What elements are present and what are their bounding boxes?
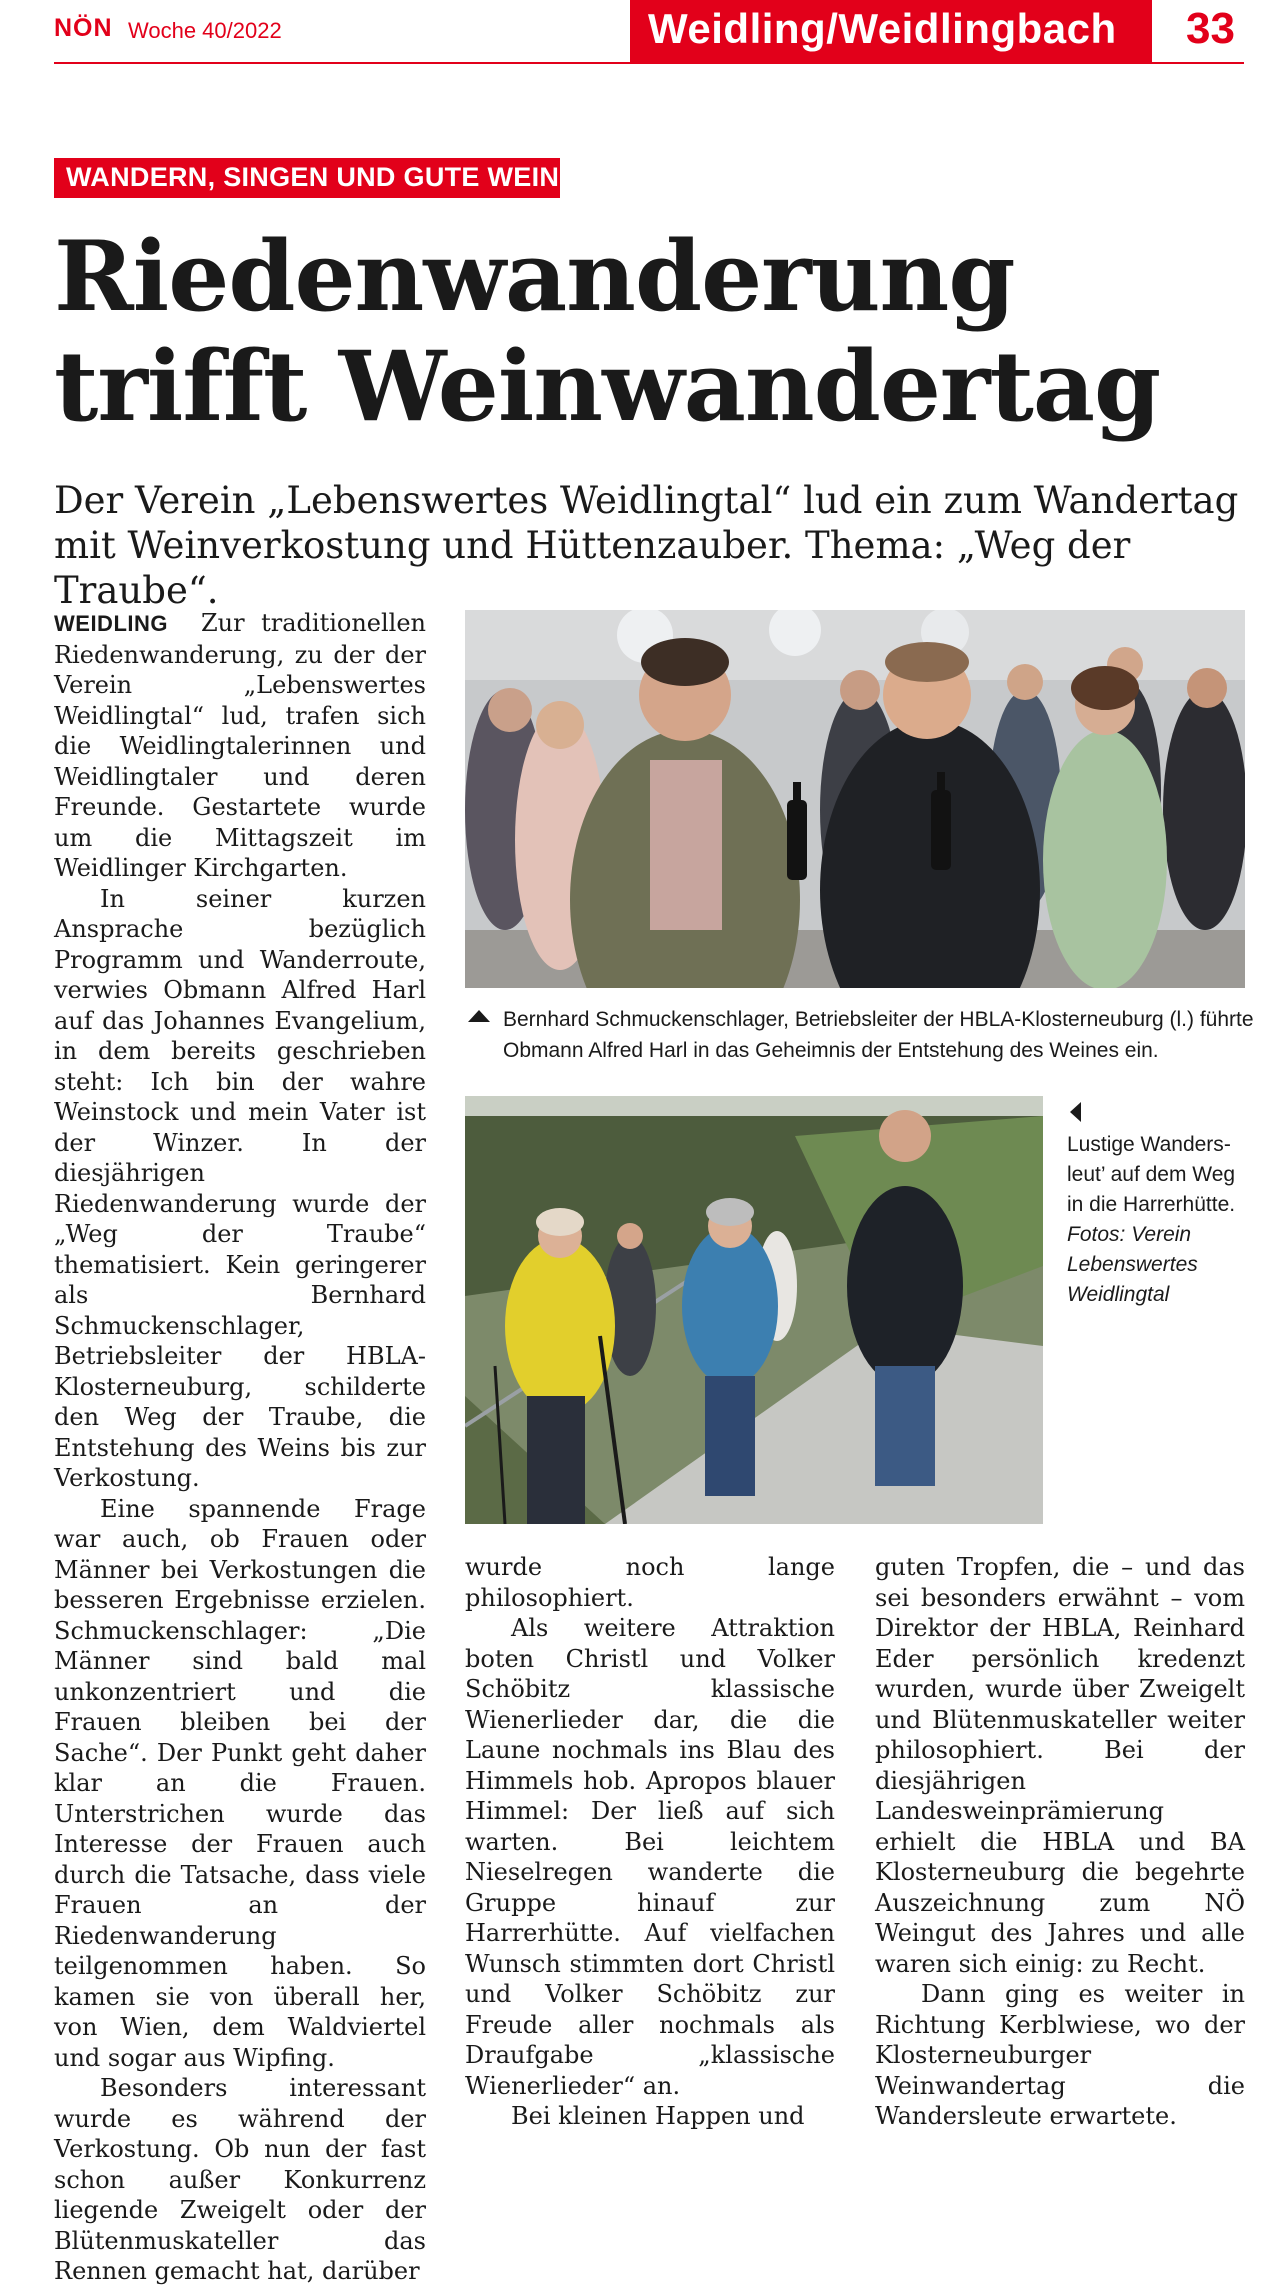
caption-text: Lustige Wandersleut’ auf dem Weg in die Harrerhütte.: [1067, 1133, 1236, 1216]
paragraph: Bei kleinen Happen und: [511, 2102, 805, 2130]
paragraph: Besonders interessant wurde es während der Verkostung. Ob nun der fast schon außer Konkurrenz liegende Zweigelt oder der Blütenmuskateller das Rennen gemacht hat, darüber: [54, 2074, 426, 2285]
headline-line-2: trifft Weinwandertag: [54, 330, 1161, 443]
headline-line-1: Riedenwanderung: [54, 220, 1015, 333]
kicker: WANDERN, SINGEN UND GUTE WEINE: [66, 162, 578, 192]
article-column-2: [465, 1552, 835, 2132]
photo-caption-1: Bernhard Schmuckenschlager, Betriebsleiter der HBLA-Klosterneuburg (l.) führte Obmann Alfred Harl in das Geheimnis der Entstehung des Weines ein.: [503, 1008, 1254, 1062]
subtitle: Der Verein „Lebenswertes Weidlingtal“ lud ein zum Wandertag mit Weinverkostung und Hüttenzauber. Thema: „Weg der Traube“.: [54, 479, 1239, 612]
headline: [54, 222, 1254, 442]
section-title: Weidling/Weidlingbach: [648, 5, 1117, 52]
caption-arrow-left-icon: [1070, 1102, 1081, 1122]
photo-wine-presentation: [465, 610, 1245, 988]
issue-label: Woche 40/2022: [128, 18, 282, 43]
article-column-3: [875, 1552, 1245, 2132]
paragraph: Eine spannende Frage war auch, ob Frauen oder Männer bei Verkostungen die besseren Ergebnisse erzielen. Schmuckenschlager: „Die Männer sind bald mal unkonzentriert und die Frauen bleiben bei der Sache“. Der Punkt geht daher klar an die Frauen. Unterstrichen wurde das Interesse der Frauen auch durch die Tatsache, dass viele Frauen an der Riedenwanderung teilgenommen haben. So kamen sie von überall her, von Wien, dem Waldviertel und sogar aus Wipfing.: [54, 1494, 426, 2072]
header-rule: [54, 62, 1244, 64]
caption-arrow-up-icon: [468, 1010, 490, 1022]
photo-hikers: [465, 1096, 1043, 1524]
brand-logo: NÖN: [54, 14, 113, 42]
paragraph-text: Zur traditionellen Riedenwanderung, zu der der Verein „Lebenswertes Weidlingtal“ lud, trafen sich die Weidlingtalerinnen und Weidlingtaler und deren Freunde. Gestartete wurde um die Mittagszeit im Weidlinger Kirchgarten.: [54, 609, 427, 882]
paragraph: guten Tropfen, die – und das sei besonders erwähnt – vom Direktor der HBLA, Reinhard Eder persönlich kredenzt wurden, wurde über Zweigelt und Blütenmuskateller weiter philosophiert. Bei der diesjährigen Landesweinprämierung erhielt die HBLA und BA Klosterneuburg die begehrte Auszeichnung zum NÖ Weingut des Jahres und alle waren sich einig: zu Recht.: [875, 1553, 1245, 1978]
dateline: WEIDLING: [54, 611, 168, 636]
photo-credit: Fotos: Verein Lebenswertes Weidlingtal: [1067, 1223, 1198, 1306]
paragraph: wurde noch lange philosophiert.: [465, 1553, 835, 1612]
paragraph: Als weitere Attraktion boten Christl und Volker Schöbitz klassische Wienerlieder dar, die die Laune nochmals ins Blau des Himmels hob. Apropos blauer Himmel: Der ließ auf sich warten. Bei leichtem Nieselregen wanderte die Gruppe hinauf zur Harrerhütte. Auf vielfachen Wunsch stimmten dort Christl und Volker Schöbitz zur Freude aller nochmals als Draufgabe „klassische Wienerlieder“ an.: [465, 1614, 835, 2100]
photo-caption-2: [1067, 1130, 1257, 1310]
article-column-1: [54, 608, 426, 2287]
paragraph: [54, 608, 426, 884]
paragraph: Dann ging es weiter in Richtung Kerblwiese, wo der Klosterneuburger Weinwandertag die Wandersleute erwartete.: [875, 1980, 1245, 2130]
paragraph: In seiner kurzen Ansprache bezüglich Programm und Wanderroute, verwies Obmann Alfred Harl auf das Johannes Evangelium, in dem bereits geschrieben steht: Ich bin der wahre Weinstock und mein Vater ist der Winzer. In der diesjährigen Riedenwanderung wurde der „Weg der Traube“ thematisiert. Kein geringerer als Bernhard Schmuckenschlager, Betriebsleiter der HBLA-Klosterneuburg, schilderte den Weg der Traube, die Entstehung des Weins bis zur Verkostung.: [54, 884, 426, 1492]
page-number: 33: [1186, 4, 1235, 53]
